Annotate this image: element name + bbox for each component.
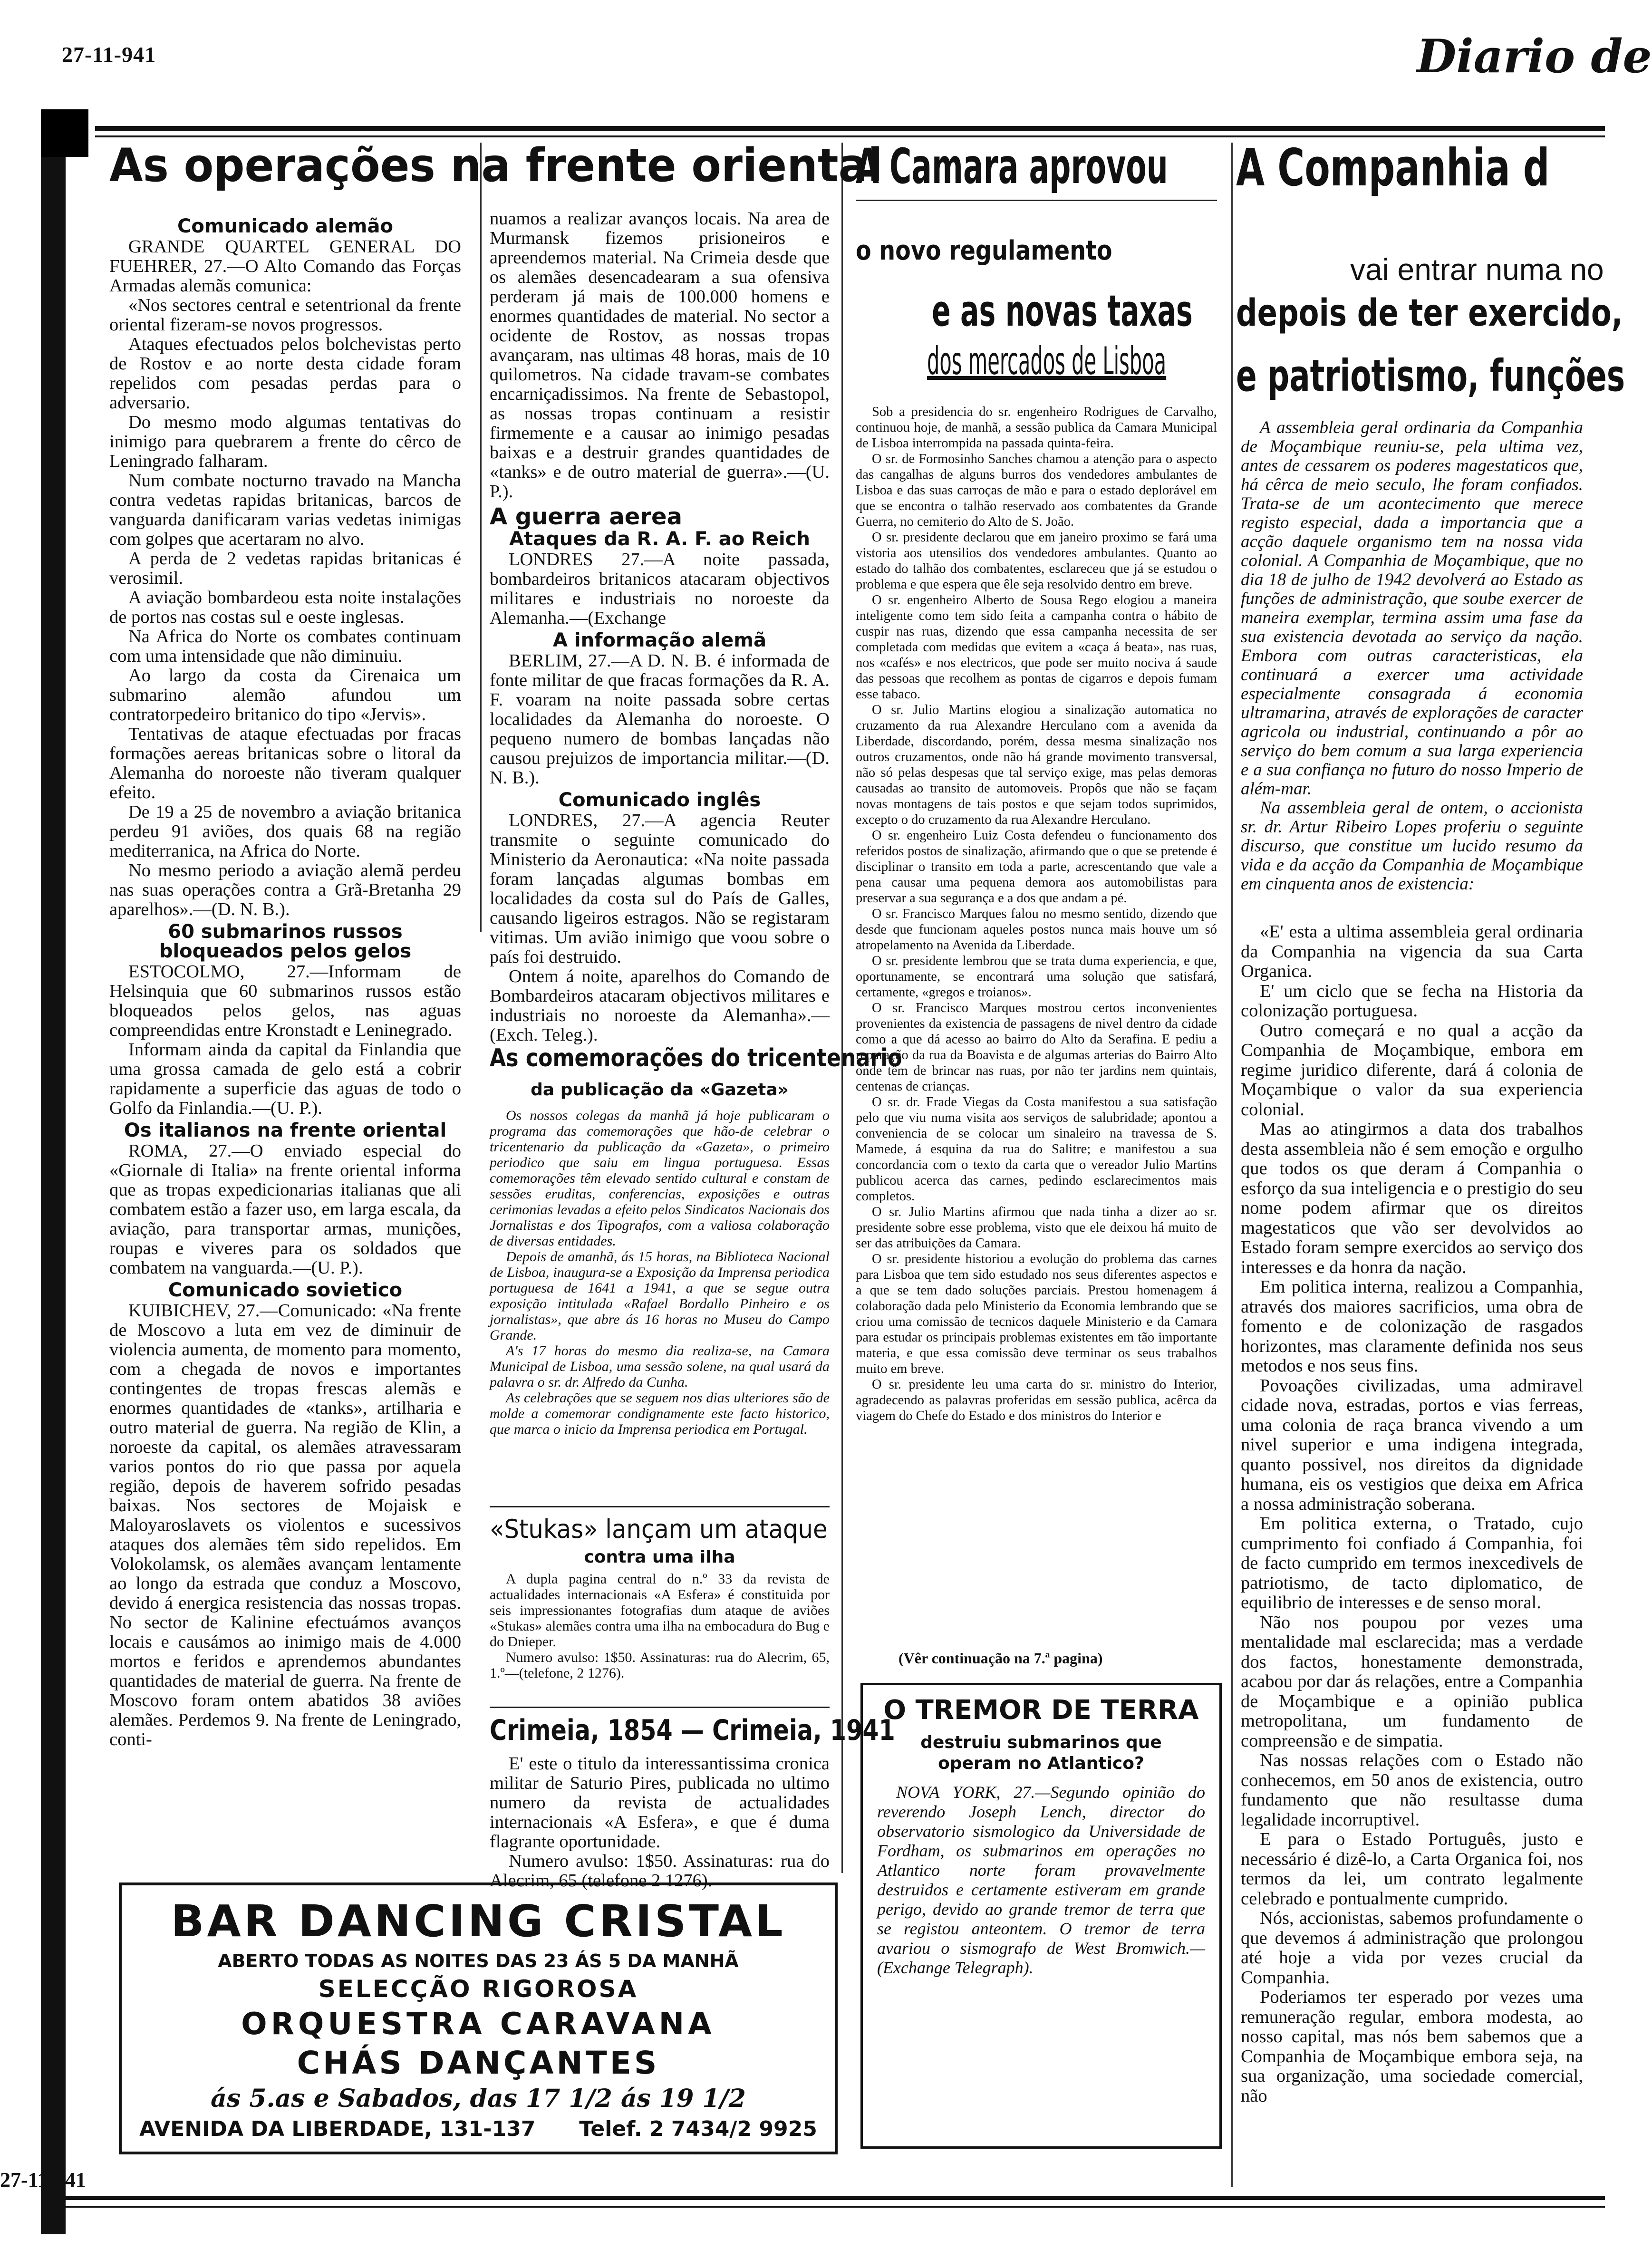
paragraph: Ao largo da costa da Cirenaica um submarino alemão afundou um contratorpedeiro britanico do tipo «Jervis». (109, 666, 461, 724)
subhead: Comunicado alemão (177, 215, 393, 237)
paragraph: A aviação bombardeou esta noite instalações de portos nas costas sul e oeste inglesas. (109, 588, 461, 627)
paragraph: A's 17 horas do mesmo dia realiza-se, na Camara Municipal de Lisboa, uma sessão solene, na qual usará da palavra o sr. dr. Alfredo da Cunha. (490, 1343, 830, 1390)
subhead: 60 submarinos russos bloqueados pelos gelos (159, 921, 412, 962)
paragraph: Do mesmo modo algumas tentativas do inimigo para quebrarem a frente do cêrco de Leningrado falharam. (109, 412, 461, 471)
bottom-rule-thin (41, 2206, 1605, 2208)
paragraph: E para o Estado Português, justo e necessário é dizê-lo, a Carta Organica foi, nos termos da lei, um contrato legalmente celebrado e pontualmente cumprido. (1241, 1829, 1583, 1909)
headline-gazeta: As comemorações do tricentenario (490, 1044, 902, 1072)
subhead-companhia-2: depois de ter exercido, (1236, 292, 1623, 335)
headline-companhia: A Companhia d (1236, 138, 1550, 198)
column-separator (841, 143, 843, 1873)
paragraph: Informam ainda da capital da Finlandia que uma grossa camada de gelo está a cobrir rapidamente a superficie das aguas de todo o Golfo da Finlandia.—(U. P.). (109, 1040, 461, 1118)
article-column-2 (490, 209, 830, 1045)
paragraph: Tentativas de ataque efectuadas por fracas formações aereas britanicas sobre o litoral da Alemanha do noroeste não tiveram qualquer efeito. (109, 724, 461, 802)
paragraph: nuamos a realizar avanços locais. Na area de Murmansk fizemos prisioneiros e apreendemos material. Na Crimeia desde que os alemães desencadearam a sua ofensiva perderam já mais de 100.000 homens e enormes quantidades de material. No sector a ocidente de Rostov, as nossas tropas avançaram, nas ultimas 48 horas, mais de 10 quilometros. Na cidade travam-se combates encarniçadissimos. Na frente de Sebastopol, as nossas tropas continuam a resistir firmemente e a causar ao inimigo pesadas baixas e a destruir grandes quantidades de «tanks» e de outro material de guerra».—(U. P.). (490, 209, 830, 502)
paragraph: Sob a presidencia do sr. engenheiro Rodrigues de Carvalho, continuou hoje, de manhã, a sessão publica da Camara Municipal de Lisboa interrompida na passada quinta-feira. (856, 405, 1217, 451)
companhia-text (1241, 922, 1583, 2168)
paragraph: Nós, accionistas, sabemos profundamente o que devemos á administração que prolongou até hoje a vida por vezes crucial da Companhia. (1241, 1908, 1583, 1988)
camara-text (856, 404, 1217, 1640)
paragraph: A assembleia geral ordinaria da Companhia de Moçambique reuniu-se, pela ultima vez, antes de cessarem os poderes magestaticos que, há cêrca de meio seculo, lhe foram confiados. Trata-se de um acontecimento que merece registo especial, dada a importancia que a acção daquele organismo tem na nossa vida colonial. A Companhia de Moçambique, que no dia 18 de julho de 1942 devolverá ao Estado as funções de administração, que soube exercer de maneira exemplar, termina assim uma fase da sua existencia devotada ao serviço da nação. Embora com outras caracteristicas, ela continuará a exercer uma actividade especialmente consagrada á economia ultramarina, através de explorações de caracter agricola ou industrial, continuando a pôr ao serviço do bem comum a sua larga experiencia e a sua confiança no futuro do nosso Imperio de além-mar. (1241, 418, 1583, 799)
paragraph: ROMA, 27.—O enviado especial do «Giornale di Italia» na frente oriental informa que as tropas expedicionarias italianas que ali combatem estão a fazer uso, em larga escala, da aviação, para transportar armas, munições, roupas e viveres para os soldados que combatem na vanguarda.—(U. P.). (109, 1141, 461, 1278)
subhead: Comunicado sovietico (168, 1279, 403, 1301)
divider (490, 1506, 830, 1507)
subhead-camara-2: e as novas taxas (932, 286, 1193, 336)
article-column-1 (109, 214, 461, 1863)
paragraph: Na Africa do Norte os combates continuam com uma intensidade que não diminuiu. (109, 627, 461, 666)
ad-schedule: ás 5.as e Sabados, das 17 1/2 ás 19 1/2 (211, 2084, 746, 2113)
subhead-camara-3: dos mercados de Lisboa (927, 339, 1167, 383)
bottom-rule (41, 2196, 1605, 2200)
subhead-tremor: destruiu submarinos que operam no Atlantico? (920, 1733, 1162, 1773)
paragraph: Povoações civilizadas, uma admiravel cidade nova, estradas, portos e vias ferreas, uma colonia de raça branca vivendo a um nivel superior e uma indigena integrada, quanto possivel, nos direitos da dignidade humana, eis os vestigios que deixa em Africa a nossa administração soberana. (1241, 1375, 1583, 1514)
ad-orchestra: ORQUESTRA CARAVANA (241, 2007, 715, 2042)
stukas-text (490, 1571, 830, 1699)
paragraph: Os nossos colegas da manhã já hoje publicaram o programa das comemorações que hão-de celebrar o tricentenario da publicação da «Gazeta», o primeiro periodico que saiu em lingua portuguesa. Essas comemorações têm elevado sentido cultural e constam de sessões eruditas, conferencias, exposições e outras cerimonias levadas a efeito pelos Sindicatos Nacionais dos Jornalistas e dos Tipografos, com a valiosa colaboração de diversas entidades. (490, 1108, 830, 1249)
paragraph: De 19 a 25 de novembro a aviação britanica perdeu 91 aviões, dos quais 68 na região mediterranica, na Africa do Norte. (109, 802, 461, 861)
paragraph: O sr. presidente declarou que em janeiro proximo se fará uma vistoria aos utensilios dos vendedores ambulantes. Quanto ao estado do talhão dos combatentes, esclareceu que já se estudou o problema e que espera que êle seja resolvido dentro em breve. (856, 530, 1217, 592)
paragraph: O sr. Julio Martins elogiou a sinalização automatica no cruzamento da rua Alexandre Herculano com a avenida da Liberdade, discordando, porém, dessa mesma sinalização nos outros cruzamentos, onde não há grande movimento transversal, não só pelas despesas que tal serviço exige, mas pelas demoras causadas ao transito de automoveis. Propôs que não se façam novas montagens de tais postos e que sejam todos suprimidos, excepto o do cruzamento da rua Alexandre Herculano. (856, 703, 1217, 827)
paragraph: Numero avulso: 1$50. Assinaturas: rua do Alecrim, 65 (telefone 2 1276). (490, 1851, 830, 1891)
paragraph: O sr. Francisco Marques falou no mesmo sentido, dizendo que desde que funcionam aqueles postos nunca mais houve um só atropelamento na Avenida da Liberdade. (856, 907, 1217, 953)
divider (490, 1707, 830, 1708)
subhead: Ataques da R. A. F. ao Reich (509, 528, 810, 550)
section-head: A guerra aerea (490, 503, 682, 530)
paragraph: NOVA YORK, 27.—Segundo opinião do reverendo Joseph Lench, director do observatorio sismologico da Universidade de Fordham, os submarinos em operações no Atlantico norte foram provavelmente destruidos e certamente estiveram em grande perigo, devido ao grande tremor de terra que se registou anteontem. O tremor de terra avariou o sismografo de West Bromwich.—(Exchange Telegraph). (877, 1783, 1205, 1977)
companhia-lead (1241, 418, 1583, 908)
paragraph: E' este o titulo da interessantissima cronica militar de Saturio Pires, publicada no ultimo numero da revista de actualidades internacionais «A Esfera», e que é duma flagrante oportunidade. (490, 1754, 830, 1852)
masthead: Diario de (1417, 29, 1652, 83)
tremor-box (860, 1683, 1222, 2149)
paragraph: LONDRES, 27.—A agencia Reuter transmite o seguinte comunicado do Ministerio da Aeronautica: «Na noite passada foram lançadas algumas bombas em localidades da costa sul do País de Galles, causando ligeiros estragos. Não se registaram vitimas. Um avião inimigo que voou sobre o país foi destruido. (490, 811, 830, 967)
paragraph: KUIBICHEV, 27.—Comunicado: «Na frente de Moscovo a luta em vez de diminuir de violencia aumenta, de momento para momento, com a chegada de novos e importantes contingentes de tropas frescas alemãs e enormes quantidades de «tanks», artilharia e outro material de guerra. Na região de Klin, a noroeste da capital, os alemães atravessaram varios pontos do rio que passa por aquela região, depois de haverem sofrido pesadas baixas. Nos sectores de Mojaisk e Maloyaroslavets os violentos e sucessivos ataques dos alemães têm sido repelidos. Em Volokolamsk, os alemães avançam lentamente ao longo da estrada que conduz a Moscovo, devido á energica resistencia das nossas tropas. No sector de Kalinine efectuámos avanços locais e causámos ao inimigo mais de 4.000 mortos e feridos e aprendemos abundantes quantidades de material de guerra. Na frente de Moscovo foram ontem abatidos 38 aviões alemães. Perdemos 9. Na frente de Leningrado, conti- (109, 1301, 461, 1749)
column-separator (1231, 143, 1233, 2187)
advertisement-bar-cristal (119, 1882, 838, 2154)
continuation-note: (Vêr continuação na 7.ª pagina) (898, 1650, 1103, 1667)
gazeta-text (490, 1108, 830, 1502)
subhead-companhia-3: e patriotismo, funções (1236, 350, 1625, 401)
subhead: Comunicado inglês (558, 789, 761, 811)
paragraph: A dupla pagina central do n.º 33 da revista de actualidades internacionais «A Esfera» é constituida por seis impressionantes fotografias dum ataque de aviões «Stukas» alemães contra uma ilha na embocadura do Bug e do Dnieper. (490, 1571, 830, 1650)
paragraph: O sr. presidente leu uma carta do sr. ministro do Interior, agradecendo as palavras proferidas em sessão publica, acêrca da viagem do Chefe do Estado e dos ministros do Interior e (856, 1377, 1217, 1423)
paragraph: Num combate nocturno travado na Mancha contra vedetas rapidas britanicas, barcos de vanguarda danificaram varias vedetas inimigas com golpes que acertaram no alvo. (109, 471, 461, 549)
paragraph: Ataques efectuados pelos bolchevistas perto de Rostov e ao norte desta cidade foram repelidos com pesadas perdas para o adversario. (109, 334, 461, 413)
divider (856, 200, 1217, 201)
footer-date: 27-11-941 (0, 2168, 86, 2191)
ad-hours: ABERTO TODAS AS NOITES DAS 23 ÁS 5 DA MANHÃ (218, 1950, 739, 1971)
paragraph: Numero avulso: 1$50. Assinaturas: rua do Alecrim, 65, 1.º—(telefone, 2 1276). (490, 1650, 830, 1681)
paragraph: «Nos sectores central e setentrional da frente oriental fizeram-se novos progressos. (109, 295, 461, 335)
left-margin-bar (41, 109, 66, 2234)
paragraph: Mas ao atingirmos a data dos trabalhos desta assembleia não é sem emoção e orgulho que todos os que deram á Companhia o esforço da sua inteligencia e o prestigio do seu nome podem afirmar que os direitos magestaticos que vão ser devolvidos ao Estado foram sempre exercidos ao serviço dos interesses e da honra da nação. (1241, 1119, 1583, 1277)
ad-teas: CHÁS DANÇANTES (297, 2045, 660, 2081)
ad-selection: SELECÇÃO RIGOROSA (318, 1975, 638, 2003)
paragraph: O sr. dr. Frade Viegas da Costa manifestou a sua satisfação pelo que viu numa visita aos serviços de salubridade; apontou a conveniencia de se colocar um sinaleiro na travessa de S. Mamede, á esquina da rua do Salitre; e manifestou a sua concordancia com o texto da carta que o vereador Julio Martins publicou acerca das carnes, pedindo esclarecimentos mais completos. (856, 1095, 1217, 1204)
subhead-gazeta: da publicação da «Gazeta» (531, 1080, 789, 1100)
paragraph: Em politica interna, realizou a Companhia, através dos maiores sacrificios, uma obra de fomento e de colonização de rasgados horizontes, mas claramente definida nos seus metodos e nos seus fins. (1241, 1277, 1583, 1376)
subhead: A informação alemã (553, 629, 766, 651)
headline-camara: A Camara aprovou (856, 138, 1168, 195)
paragraph: BERLIM, 27.—A D. N. B. é informada de fonte militar de que fracas formações da R. A. F. voaram na noite passada sobre certas localidades da Alemanha do noroeste. O pequeno numero de bombas lançadas não causou prejuizos de importancia militar.—(D. N. B.). (490, 651, 830, 788)
paragraph: Nas nossas relações com o Estado não conhecemos, em 50 anos de existencia, outro fundamento que não resultasse duma legalidade incorruptivel. (1241, 1750, 1583, 1830)
paragraph: No mesmo periodo a aviação alemã perdeu nas suas operações contra a Grã-Bretanha 29 aparelhos».—(D. N. B.). (109, 860, 461, 919)
paragraph: LONDRES 27.—A noite passada, bombardeiros britanicos atacaram objectivos militares e industriais no noroeste da Alemanha.—(Exchange (490, 550, 830, 628)
top-rule-thin (95, 135, 1605, 137)
paragraph: E' um ciclo que se fecha na Historia da colonização portuguesa. (1241, 981, 1583, 1021)
paragraph: O sr. engenheiro Alberto de Sousa Rego elogiou a maneira inteligente como tem sido feita a campanha contra o hábito de cuspir nas ruas, dizendo que essa campanha necessita de ser completada com medidas que evitem a «caça á beata», nas ruas, nos «cafés» e nos electricos, que pode ser muito nociva á saude das pessoas que recolhem as pontas de cigarros e depois fumam esse tabaco. (856, 593, 1217, 702)
headline-stukas: «Stukas» lançam um ataque (490, 1514, 828, 1544)
paragraph: Ontem á noite, aparelhos do Comando de Bombardeiros atacaram objectivos militares e industriais no noroeste da Alemanha».—(Exch. Teleg.). (490, 966, 830, 1045)
paragraph: Não nos poupou por vezes uma mentalidade mal esclarecida; mas a verdade dos factos, honestamente demonstrada, acabou por dar ás relações, entre a Companhia de Moçambique e a opinião publica metropolitana, um fundamento de compreensão e de simpatia. (1241, 1612, 1583, 1751)
paragraph: Outro começará e no qual a acção da Companhia de Moçambique, embora em regime juridico diferente, dará á colonia de Moçambique o valor da sua experiencia colonial. (1241, 1020, 1583, 1120)
paragraph: O sr. presidente historiou a evolução do problema das carnes para Lisboa que tem sido estudado nos seus diferentes aspectos e a que se tem dado soluções parciais. Prestou homenagem á colaboração dada pelo Ministerio da Economia lembrando que se criou uma comissão de tecnicos daquele Ministerio e da Camara para estudar os principais problemas existentes em tão importante materia, e que essa comissão deve terminar os seus trabalhos muito em breve. (856, 1252, 1217, 1376)
subhead: Os italianos na frente oriental (124, 1120, 447, 1141)
paragraph: O sr. Julio Martins afirmou que nada tinha a dizer ao sr. presidente sobre esse problema, visto que ele deixou há muito de ser das atribuições da Camara. (856, 1205, 1217, 1251)
issue-date: 27-11-941 (62, 42, 156, 67)
paragraph: O sr. presidente lembrou que se trata duma experiencia, e que, oportunamente, se encontrará uma solução que satisfará, certamente, «gregos e troianos». (856, 954, 1217, 1000)
headline-operacoes: As operações na frente oriental (109, 139, 883, 192)
paragraph: A perda de 2 vedetas rapidas britanicas é verosimil. (109, 549, 461, 588)
subhead-stukas: contra uma ilha (584, 1547, 735, 1567)
headline-tremor: O TREMOR DE TERRA (883, 1695, 1199, 1726)
subhead-companhia-1: vai entrar numa no (1350, 252, 1604, 287)
paragraph: «E' esta a ultima assembleia geral ordinaria da Companhia na vigencia da sua Carta Organica. (1241, 922, 1583, 981)
paragraph: GRANDE QUARTEL GENERAL DO FUEHRER, 27.—O Alto Comando das Forças Armadas alemãs comunica: (109, 237, 461, 296)
crimeia-text (490, 1754, 830, 1891)
paragraph: O sr. de Formosinho Sanches chamou a atenção para o aspecto das cangalhas de alguns burros dos vendedores ambulantes de Lisboa e das suas carroças de mão e para o estado deplorável em que se encontra o talhão reservado aos combatentes da Grande Guerra, no cemiterio do Alto de S. João. (856, 452, 1217, 529)
paragraph: Na assembleia geral de ontem, o accionista sr. dr. Artur Ribeiro Lopes proferiu o seguinte discurso, que constitue um lucido resumo da vida e da acção da Companhia de Moçambique em cinquenta anos de existencia: (1241, 798, 1583, 894)
paragraph: As celebrações que se seguem nos dias ulteriores são de molde a comemorar condignamente este facto historico, que marca o inicio da Imprensa periodica em Portugal. (490, 1390, 830, 1437)
tremor-text (877, 1783, 1205, 1978)
ad-address: AVENIDA DA LIBERDADE, 131-137 Telef. 2 7434/2 9925 (139, 2117, 817, 2141)
paragraph: Depois de amanhã, ás 15 horas, na Biblioteca Nacional de Lisboa, inaugura-se a Exposição da Imprensa periodica portuguesa de 1641 a 1941, a que se segue outra exposição intitulada «Rafael Bordallo Pinheiro e os jornalistas», que abre ás 16 horas no Museu do Campo Grande. (490, 1249, 830, 1343)
paragraph: O sr. Francisco Marques mostrou certos inconvenientes provenientes da existencia de passagens de nivel dentro da cidade como a que dá acesso ao bairro do Alto da Serafina. E pediu a reparação da rua da Boavista e de algumas arterias do Bairro Alto onde têm de brincar nas ruas, por não ter jardins nem quintais, centenas de crianças. (856, 1001, 1217, 1094)
paragraph: Poderiamos ter esperado por vezes uma remuneração regular, embora modesta, ao nosso capital, mas nós bem sabemos que a Companhia de Moçambique embora seja, na sua organização, uma sociedade comercial, não (1241, 1987, 1583, 2106)
headline-crimeia: Crimeia, 1854 — Crimeia, 1941 (490, 1714, 895, 1747)
column-separator (480, 143, 482, 932)
paragraph: ESTOCOLMO, 27.—Informam de Helsinquia que 60 submarinos russos estão bloqueados pelos gelos, nas aguas compreendidas entre Kronstadt e Leninegrado. (109, 962, 461, 1040)
corner-block (41, 109, 88, 157)
paragraph: Em politica externa, o Tratado, cujo cumprimento foi confiado á Companhia, foi de facto cumprido em termos inexcedivels de patriotismo, de tacto diplomatico, de equilibrio de interesses e de senso moral. (1241, 1514, 1583, 1612)
top-rule (95, 126, 1605, 131)
ad-title: BAR DANCING CRISTAL (171, 1896, 786, 1947)
paragraph: O sr. engenheiro Luiz Costa defendeu o funcionamento dos referidos postos de sinalização, afirmando que o que se pretende é disciplinar o transito em toda a parte, acrescentando que vale a pena causar uma pequena demora aos automobilistas para preservar a sua segurança e a dos que andam a pé. (856, 828, 1217, 906)
subhead-camara-1: o novo regulamento (856, 235, 1112, 266)
